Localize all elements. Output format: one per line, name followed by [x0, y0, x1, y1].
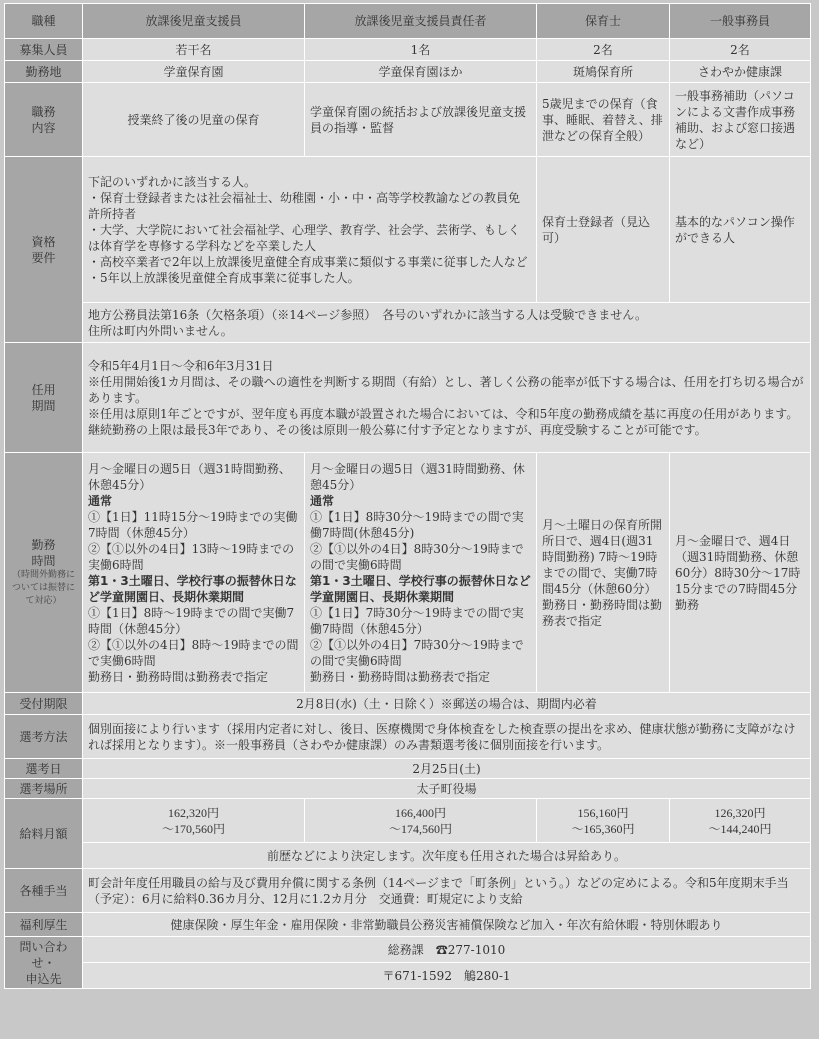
duties-label: 職務 内容 — [5, 83, 83, 157]
recruitment-value: 2名 — [670, 39, 811, 61]
duties-value: 一般事務補助（パソコンによる文書作成事務補助、および窓口接遇など） — [670, 83, 811, 157]
qualifications-label: 資格 要件 — [5, 157, 83, 343]
salary-range: 166,400円 ～174,560円 — [305, 799, 537, 843]
recruitment-value: 若干名 — [83, 39, 305, 61]
welfare-value: 健康保険・厚生年金・雇用保険・非常勤職員公務災害補償保険など加入・年次有給休暇・特別休暇あり — [83, 913, 811, 937]
workplace-value: 学童保育園ほか — [305, 61, 537, 83]
duties-value: 授業終了後の児童の保育 — [83, 83, 305, 157]
qualifications-nursery: 保育士登録者（見込可） — [537, 157, 670, 303]
recruitment-value: 2名 — [537, 39, 670, 61]
selection-place-label: 選考場所 — [5, 779, 83, 799]
qualifications-afterschool: 下記のいずれかに該当する人。 ・保育士登録者または社会福祉士、幼稚園・小・中・高等学校教諭などの教員免許所持者 ・大学、大学院において社会福祉学、心理学、教育学、社会学、芸術学、もしくは体育学を専修する学科などを卒業した人 ・高校卒業者で2年以上放課後児童健全育成事業に類似する事業に従事した人など ・5年以上放課後児童健全育成事業に従事した人。 — [83, 157, 537, 303]
contact-row — [5, 937, 811, 963]
hours-label: 勤務 時間 （時間外勤務については振替にて対応） — [5, 453, 83, 693]
recruitment-label: 募集人員 — [5, 39, 83, 61]
contact-address: 〒671-1592 鵤280-1 — [83, 963, 811, 989]
header-row — [5, 4, 811, 39]
selection-method-value: 個別面接により行います（採用内定者に対し、後日、医療機関で身体検査をした検査票の提出を求め、健康状態が勤務に支障がなければ採用となります）。※一般事務員（さわやか健康課）のみ書類選考後に個別面接を行います。 — [83, 715, 811, 759]
salary-range: 162,320円 ～170,560円 — [83, 799, 305, 843]
contact-department: 総務課 ☎277-1010 — [83, 937, 811, 963]
workplace-row — [5, 61, 811, 83]
selection-place-row — [5, 779, 811, 799]
welfare-label: 福利厚生 — [5, 913, 83, 937]
deadline-label: 受付期限 — [5, 693, 83, 715]
qualifications-common: 地方公務員法第16条（欠格条項）（※14ページ参照） 各号のいずれかに該当する人は受験できません。 住所は町内外問いません。 — [83, 303, 811, 343]
contact-label: 問い合わせ・ 申込先 — [5, 937, 83, 989]
duties-value: 5歳児までの保育（食事、睡眠、着替え、排泄などの保育全般） — [537, 83, 670, 157]
allowances-row — [5, 869, 811, 913]
recruitment-table — [4, 3, 811, 989]
deadline-row — [5, 693, 811, 715]
salary-range: 126,320円 ～144,240円 — [670, 799, 811, 843]
term-label: 任用 期間 — [5, 343, 83, 453]
allowances-label: 各種手当 — [5, 869, 83, 913]
row-label-job-type: 職種 — [5, 4, 83, 39]
salary-label: 給料月額 — [5, 799, 83, 869]
column-header-afterschool-staff: 放課後児童支援員 — [83, 4, 305, 39]
selection-place-value: 太子町役場 — [83, 779, 811, 799]
welfare-row — [5, 913, 811, 937]
workplace-value: 斑鳩保育所 — [537, 61, 670, 83]
workplace-label: 勤務地 — [5, 61, 83, 83]
term-value: 令和5年4月1日～令和6年3月31日 ※任用開始後1カ月間は、その職への適性を判断する期間（有給）とし、著しく公務の能率が低下する場合は、任用を打ち切る場合があります。 ※任用は原則1年ごとですが、翌年度も再度本職が設置された場合においては、令和5年度の勤務成績を基に再度の任用があります。継続勤務の上限は最長3年であり、その後は原則一般公募に付す予定となりますが、再度受験することが可能です。 — [83, 343, 811, 453]
recruitment-value: 1名 — [305, 39, 537, 61]
hours-afterschool-lead: 月～金曜日の週5日（週31時間勤務、休憩45分） 通常 ①【1日】8時30分～19時までの間で実働7時間(休憩45分) ②【①以外の4日】8時30分～19時までの間で実働6時間 第1・3土曜日、学校行事の振替休日など学童開園日、長期休業期間 ①【1日】7時30分～19時までの間で実働7時間（休憩45分） ②【①以外の4日】7時30分～19時までの間で実働6時間 勤務日・勤務時間は勤務表で指定 — [305, 453, 537, 693]
duties-value: 学童保育園の統括および放課後児童支援員の指導・監督 — [305, 83, 537, 157]
recruitment-table-container — [4, 3, 810, 989]
column-header-nursery-teacher: 保育士 — [537, 4, 670, 39]
selection-date-row — [5, 759, 811, 779]
selection-date-value: 2月25日(土) — [83, 759, 811, 779]
qualifications-row — [5, 157, 811, 303]
salary-note-row — [5, 843, 811, 869]
selection-method-row — [5, 715, 811, 759]
hours-row — [5, 453, 811, 693]
term-row — [5, 343, 811, 453]
workplace-value: 学童保育園 — [83, 61, 305, 83]
duties-row — [5, 83, 811, 157]
deadline-value: 2月8日(水)（土・日除く）※郵送の場合は、期間内必着 — [83, 693, 811, 715]
allowances-value: 町会計年度任用職員の給与及び費用弁償に関する条例（14ページまで「町条例」という。）などの定めによる。令和5年度期末手当（予定）：6月に給料0.36カ月分、12月に1.2カ月分 交通費：町規定により支給 — [83, 869, 811, 913]
contact-address-row — [5, 963, 811, 989]
qualifications-clerk: 基本的なパソコン操作ができる人 — [670, 157, 811, 303]
workplace-value: さわやか健康課 — [670, 61, 811, 83]
qualifications-common-row — [5, 303, 811, 343]
hours-nursery: 月～土曜日の保育所開所日で、週4日(週31時間勤務) 7時～19時までの間で、実働7時間45分（休憩60分）勤務日・勤務時間は勤務表で指定 — [537, 453, 670, 693]
recruitment-row — [5, 39, 811, 61]
hours-afterschool-staff: 月～金曜日の週5日（週31時間勤務、休憩45分） 通常 ①【1日】11時15分～19時までの実働7時間（休憩45分） ②【①以外の4日】13時～19時までの実働6時間 第1・3土曜日、学校行事の振替休日など学童開園日、長期休業期間 ①【1日】8時～19時までの間で実働7時間（休憩45分） ②【①以外の4日】8時～19時までの間で実働6時間 勤務日・勤務時間は勤務表で指定 — [83, 453, 305, 693]
hours-clerk: 月～金曜日で、週4日（週31時間勤務、休憩60分）8時30分～17時15分までの7時間45分勤務 — [670, 453, 811, 693]
salary-range: 156,160円 ～165,360円 — [537, 799, 670, 843]
salary-row — [5, 799, 811, 843]
column-header-afterschool-lead: 放課後児童支援員責任者 — [305, 4, 537, 39]
selection-method-label: 選考方法 — [5, 715, 83, 759]
selection-date-label: 選考日 — [5, 759, 83, 779]
column-header-clerk: 一般事務員 — [670, 4, 811, 39]
salary-note: 前歴などにより決定します。次年度も任用された場合は昇給あり。 — [83, 843, 811, 869]
